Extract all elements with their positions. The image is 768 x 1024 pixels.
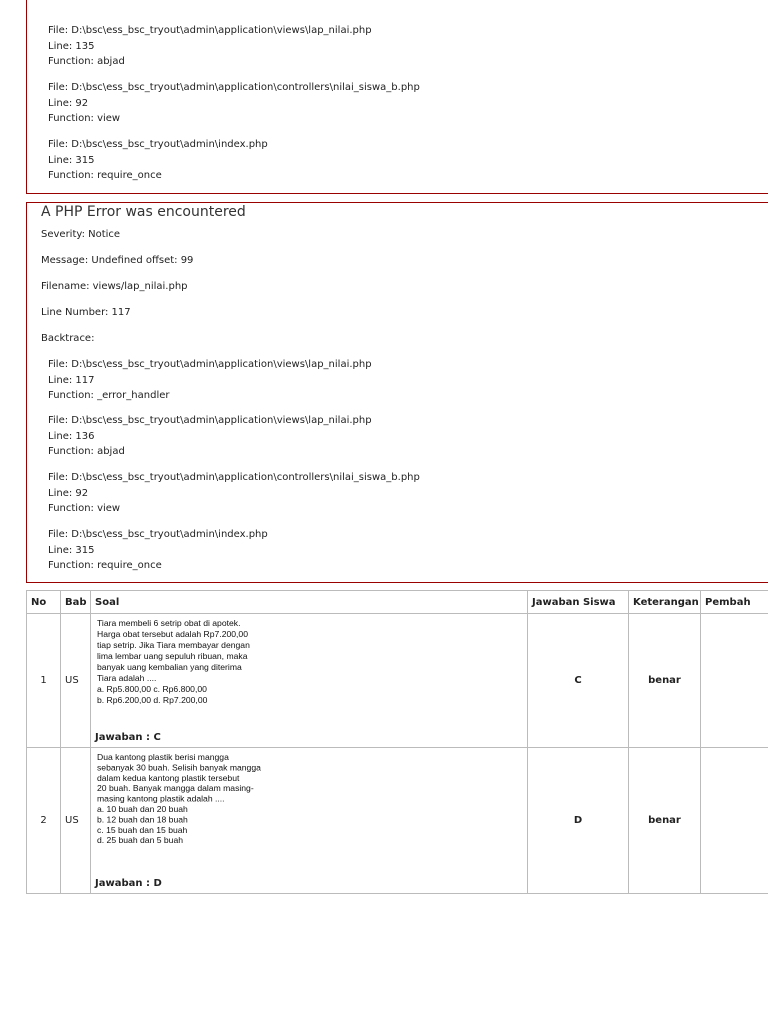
question-text-line: sebanyak 30 buah. Selisih banyak mangga: [97, 762, 261, 773]
question-text-line: Dua kantong plastik berisi mangga: [97, 752, 229, 762]
question-text-line: Tiara membeli 6 setrip obat di apotek.: [97, 618, 241, 628]
cell-pembahasan: [701, 748, 768, 894]
question-text-line: masing kantong plastik adalah ....: [97, 793, 225, 804]
backtrace-entry: [48, 413, 372, 460]
cell-soal: [91, 614, 528, 748]
question-text-line: b. Rp6.200,00 d. Rp7.200,00: [97, 695, 208, 705]
question-text-line: b. 12 buah dan 18 buah: [97, 814, 188, 825]
cell-jawaban-siswa: C: [528, 614, 629, 748]
answer-key: Jawaban : C: [95, 732, 161, 743]
col-header-keterangan: Keterangan: [629, 591, 701, 614]
question-image: [93, 614, 527, 710]
answer-key: Jawaban : D: [95, 878, 162, 889]
question-text-line: 20 buah. Banyak mangga dalam masing-: [97, 783, 254, 794]
backtrace-entry: [48, 23, 372, 70]
backtrace-function: Function: _error_handler: [48, 390, 170, 401]
backtrace-file: File: D:\bsc\ess_bsc_tryout\admin\application\views\lap_nilai.php: [48, 415, 372, 426]
question-text-line: c. 15 buah dan 15 buah: [97, 824, 188, 835]
backtrace-function: Function: view: [48, 503, 121, 514]
cell-bab: US: [61, 748, 91, 894]
error-filename: Filename: views/lap_nilai.php: [41, 281, 188, 292]
php-error-block: [26, 202, 768, 583]
question-text-line: a. Rp5.800,00 c. Rp6.800,00: [97, 684, 207, 694]
backtrace-entry: [48, 527, 268, 574]
cell-keterangan: benar: [629, 614, 701, 748]
previous-error-block: [26, 0, 768, 194]
backtrace-file: File: D:\bsc\ess_bsc_tryout\admin\index.php: [48, 139, 268, 150]
table-row: [27, 748, 768, 894]
question-text-line: Harga obat tersebut adalah Rp7.200,00: [97, 629, 248, 639]
cell-pembahasan: [701, 614, 768, 748]
backtrace-file: File: D:\bsc\ess_bsc_tryout\admin\application\views\lap_nilai.php: [48, 25, 372, 36]
backtrace-function: Function: abjad: [48, 446, 125, 457]
backtrace-entry: [48, 470, 420, 517]
question-text-line: lima lembar uang sepuluh ribuan, maka: [97, 651, 248, 661]
cell-keterangan: benar: [629, 748, 701, 894]
table-header-row: [27, 591, 768, 614]
backtrace-line: Line: 92: [48, 97, 89, 109]
cell-soal: [91, 748, 528, 894]
cell-no: 1: [27, 614, 61, 748]
question-text-line: tiap setrip. Jika Tiara membayar dengan: [97, 640, 250, 650]
backtrace-line: Line: 117: [48, 374, 95, 386]
question-text-line: dalam kedua kantong plastik tersebut: [97, 772, 240, 783]
col-header-bab: Bab: [61, 591, 91, 614]
backtrace-line: Line: 136: [48, 430, 95, 442]
backtrace-line: Line: 315: [48, 544, 95, 556]
backtrace-line: Line: 92: [48, 487, 89, 499]
backtrace-file: File: D:\bsc\ess_bsc_tryout\admin\application\views\lap_nilai.php: [48, 359, 372, 370]
col-header-soal: Soal: [91, 591, 528, 614]
error-line-number: Line Number: 117: [41, 307, 131, 318]
error-severity: Severity: Notice: [41, 229, 121, 240]
backtrace-file: File: D:\bsc\ess_bsc_tryout\admin\application\controllers\nilai_siswa_b.php: [48, 82, 420, 93]
backtrace-line: Line: 315: [48, 154, 95, 166]
backtrace-file: File: D:\bsc\ess_bsc_tryout\admin\index.php: [48, 529, 268, 540]
backtrace-line: Line: 135: [48, 40, 95, 52]
backtrace-function: Function: require_once: [48, 560, 162, 571]
question-text-line: Tiara adalah ....: [97, 673, 157, 683]
backtrace-function: Function: require_once: [48, 170, 162, 181]
col-header-pembahasan: Pembah: [701, 591, 768, 614]
backtrace-file: File: D:\bsc\ess_bsc_tryout\admin\application\controllers\nilai_siswa_b.php: [48, 472, 420, 483]
error-title: A PHP Error was encountered: [41, 204, 246, 220]
question-image: [93, 748, 527, 854]
question-text-line: banyak uang kembalian yang diterima: [97, 662, 242, 672]
backtrace-function: Function: abjad: [48, 56, 125, 67]
backtrace-function: Function: view: [48, 113, 121, 124]
backtrace-entry: [48, 80, 420, 127]
col-header-no: No: [27, 591, 61, 614]
backtrace-entry: [48, 357, 372, 404]
table-row: [27, 614, 768, 748]
error-message: Message: Undefined offset: 99: [41, 255, 194, 266]
question-text-line: a. 10 buah dan 20 buah: [97, 804, 188, 814]
score-report-table: [26, 590, 768, 894]
backtrace-label: Backtrace:: [41, 333, 95, 344]
cell-bab: US: [61, 614, 91, 748]
col-header-jawaban-siswa: Jawaban Siswa: [528, 591, 629, 614]
backtrace-entry: [48, 137, 268, 184]
cell-jawaban-siswa: D: [528, 748, 629, 894]
cell-no: 2: [27, 748, 61, 894]
question-text-line: d. 25 buah dan 5 buah: [97, 835, 184, 846]
